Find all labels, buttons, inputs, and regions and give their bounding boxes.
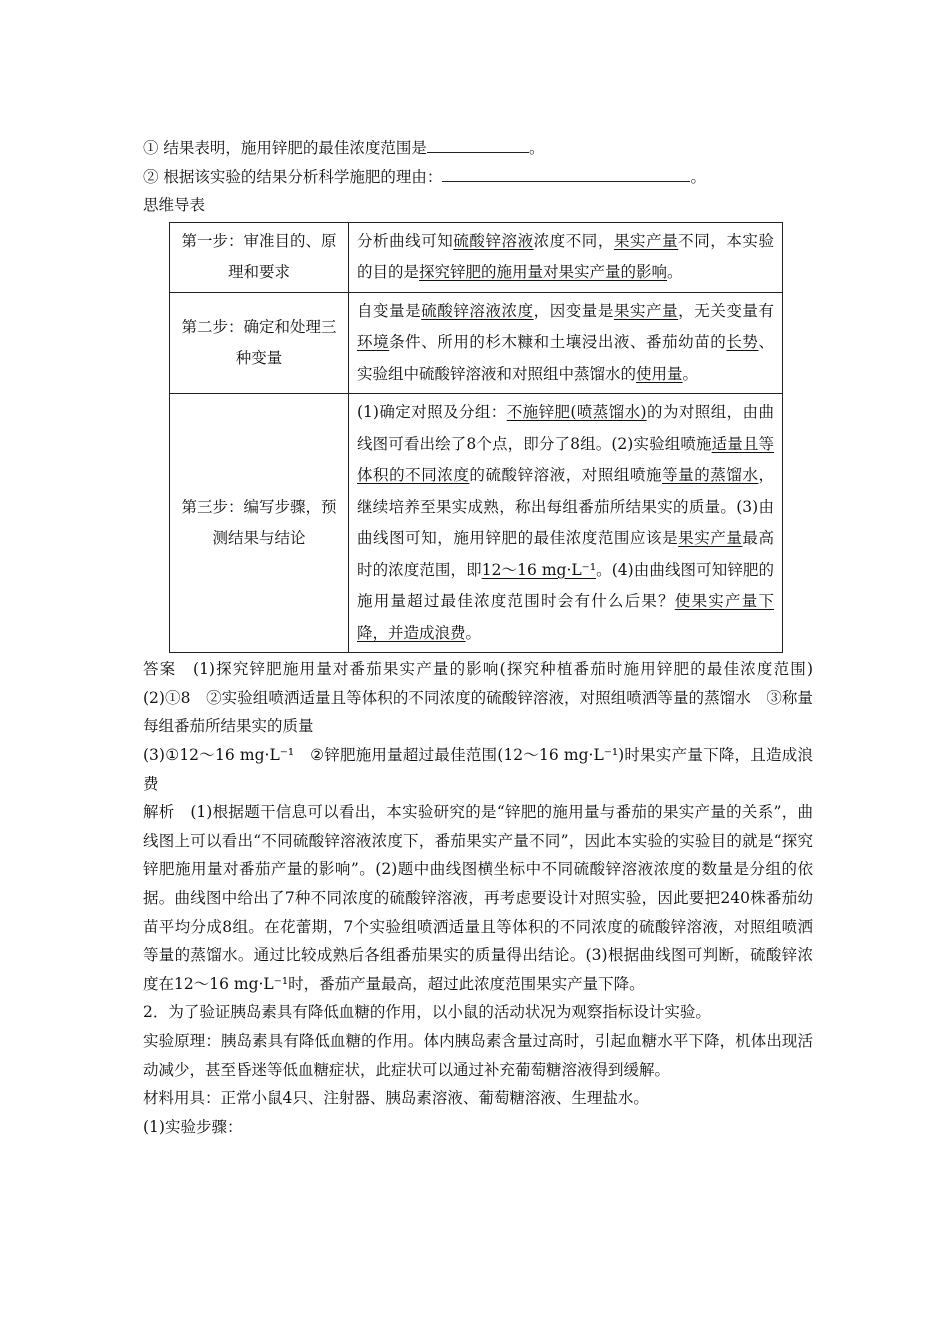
underlined-keyword: 硫酸锌溶液	[453, 231, 534, 250]
analysis-paragraph: 解析 (1)根据题干信息可以看出，本实验研究的是“锌肥的施用量与番茄的果实产量的关系”，曲线图上可以看出“不同硫酸锌溶液浓度下，番茄果实产量不同”，因此本实验的实验目的就是“探究锌肥施用量对番茄产量的影响”。(2)题中曲线图横坐标中不同硫酸锌溶液浓度的数量是分组的依据。曲线图中给出了7种不同浓度的硫酸锌溶液，再考虑要设计对照实验，因此要把240株番茄幼苗平均分成8组。在花蕾期，7个实验组喷洒适量且等体积的不同浓度的硫酸锌溶液，对照组喷洒等量的蒸馏水。通过比较成熟后各组番茄果实的质量得出结论。(3)根据曲线图可判断，硫酸锌浓度在12～16 mg·L⁻¹时，番茄产量最高，超过此浓度范围果实产量下降。	[143, 803, 813, 993]
answer-paragraph-1: 答案 (1)探究锌肥施用量对番茄果实产量的影响(探究种植番茄时施用锌肥的最佳浓度范围) (2)①8 ②实验组喷洒适量且等体积的不同浓度的硫酸锌溶液，对照组喷洒等量的蒸馏水 ③称量每组番茄所结果实的质量	[143, 660, 829, 736]
answer-blank-1[interactable]	[427, 134, 529, 153]
description-text: 。	[667, 263, 683, 282]
guide-row	[170, 222, 783, 292]
description-text: 。(4)由曲线图可知锌肥的施用量超过最佳浓度范围时会有什么后果？	[357, 560, 774, 611]
answer-paragraph-2: (3)①12～16 mg·L⁻¹ ②锌肥施用量超过最佳范围(12～16 mg·L⁻¹)时果实产量下降，且造成浪费	[143, 746, 813, 793]
materials-list: 材料用具：正常小鼠4只、注射器、胰岛素溶液、葡萄糖溶液、生理盐水。	[143, 1089, 649, 1108]
q1-result-text: ① 结果表明，施用锌肥的最佳浓度范围是	[143, 139, 427, 157]
underlined-keyword: 果实产量	[613, 231, 679, 250]
description-text: 。	[682, 364, 699, 383]
guide-step-description	[349, 394, 783, 653]
description-text: ，因变量是	[533, 301, 614, 320]
q1-reason-end: 。	[690, 167, 706, 186]
underlined-keyword: 不施锌肥(喷蒸馏水)	[506, 403, 647, 422]
answer-blank-2[interactable]	[442, 163, 690, 182]
description-text: ，无关变量有	[678, 301, 774, 320]
steps-label: (1)实验步骤：	[143, 1117, 243, 1136]
underlined-keyword: 果实产量	[613, 301, 679, 320]
guide-step-description	[349, 222, 783, 292]
guide-row	[170, 292, 783, 394]
guide-title: 思维导表	[143, 196, 206, 215]
description-text: 条件、所用的杉木糠和土壤浸出液、番茄幼苗的	[389, 333, 727, 352]
guide-step-label: 第二步：确定和处理三种变量	[170, 292, 349, 394]
description-text: 的硫酸锌溶液，对照组喷施	[469, 466, 663, 485]
guide-step-description	[349, 292, 783, 394]
underlined-keyword: 硫酸锌溶液浓度	[421, 301, 534, 320]
underlined-keyword: 长势	[726, 333, 759, 352]
guide-table	[169, 222, 783, 654]
guide-row	[170, 394, 783, 653]
description-text: 的为对照组，由曲线图可看出绘了8个点，即分了8组。(2)实验组喷施	[357, 403, 774, 453]
underlined-keyword: 使果实产量下降，并造成浪费	[357, 592, 774, 642]
q1-result-line	[143, 134, 813, 163]
underlined-keyword: 探究锌肥的施用量对果实产量的影响	[419, 263, 668, 282]
description-text: ，继续培养至果实成熟，称出每组番茄所结果实的质量。(3)由曲线图可知，施用锌肥的最佳浓度范围应该是	[357, 466, 774, 548]
q1-result-end: 。	[528, 139, 545, 157]
underlined-keyword: 果实产量	[678, 529, 743, 548]
q1-reason-text: ② 根据该实验的结果分析科学施肥的理由：	[143, 167, 443, 186]
guide-step-label: 第三步：编写步骤，预测结果与结论	[170, 394, 349, 653]
underlined-keyword: 等量的蒸馏水	[662, 466, 759, 485]
description-text: 。	[465, 623, 482, 642]
underlined-keyword: 环境	[357, 333, 390, 352]
description-text: 、实验组中硫酸锌溶液和对照组中蒸馏水的	[357, 333, 774, 383]
description-text: 不同，本实验的目的是	[357, 231, 774, 282]
guide-step-label: 第一步：审准目的、原理和要求	[170, 222, 349, 292]
description-text: 浓度不同，	[533, 231, 614, 250]
description-text: 最高时的浓度范围，即	[357, 529, 774, 579]
question-2-title: 2．为了验证胰岛素具有降低血糖的作用，以小鼠的活动状况为观察指标设计实验。	[143, 1003, 711, 1022]
underlined-keyword: 12～16 mg·L⁻¹	[481, 560, 597, 579]
description-text: 分析曲线可知	[357, 231, 454, 250]
experiment-principle: 实验原理：胰岛素具有降低血糖的作用。体内胰岛素含量过高时，引起血糖水平下降，机体出现活动减少，甚至昏迷等低血糖症状，此症状可以通过补充葡萄糖溶液得到缓解。	[143, 1032, 813, 1079]
underlined-keyword: 适量且等体积的不同浓度	[357, 434, 774, 485]
document-page	[143, 134, 829, 1141]
q1-reason-line	[143, 163, 813, 192]
underlined-keyword: 使用量	[636, 364, 683, 383]
description-text: 自变量是	[357, 301, 422, 320]
description-text: (1)确定对照及分组：	[357, 403, 507, 422]
